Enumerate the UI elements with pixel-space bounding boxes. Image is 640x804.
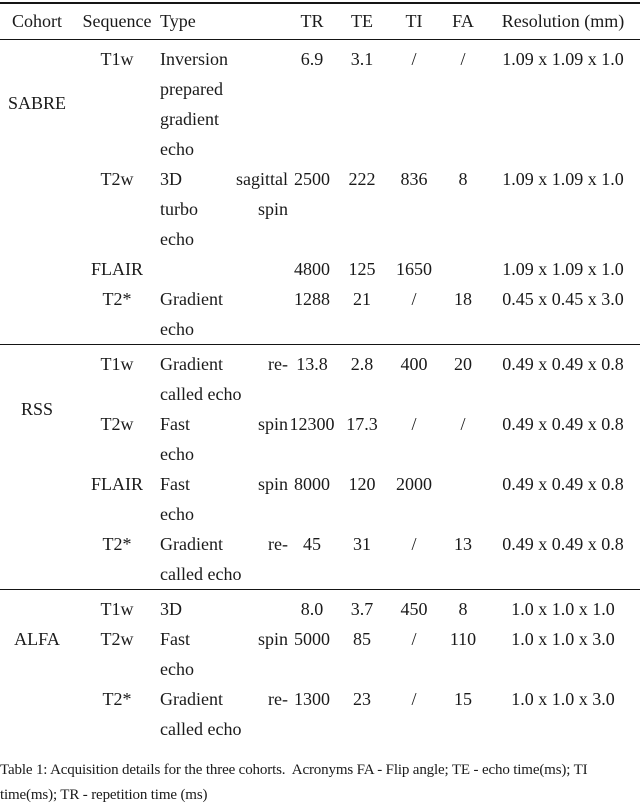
ti-value: / (411, 628, 417, 649)
column-header-fa: FA (452, 10, 474, 31)
tr-value: 4800 (294, 258, 330, 279)
table-row (0, 409, 640, 469)
tr-value: 1300 (294, 688, 330, 709)
resolution-value: 1.0 x 1.0 x 3.0 (511, 688, 615, 709)
type-line: Inversion (160, 48, 228, 69)
type-line: echo (160, 503, 194, 524)
table-header-row (0, 3, 640, 39)
caption-line-1: Table 1: Acquisition details for the three cohorts. Acronyms FA - Flip angle; TE - echo time(ms); TI (0, 761, 588, 778)
te-value: 125 (348, 258, 376, 279)
type-cell (160, 39, 288, 164)
type-line: 3D (160, 598, 182, 619)
tr-value: 12300 (289, 413, 335, 434)
tr-value: 8000 (294, 473, 330, 494)
tr-value: 6.9 (300, 48, 324, 69)
type-cell (160, 624, 288, 684)
sequence-cell: FLAIR (90, 473, 143, 494)
table-row (0, 254, 640, 284)
type-cell (160, 469, 288, 529)
tr-value: 1288 (294, 288, 330, 309)
acquisition-table (0, 2, 640, 744)
type-line: Gradient re- (160, 688, 288, 709)
fa-value: 8 (458, 598, 468, 619)
type-cell (160, 684, 288, 744)
ti-value: 1650 (396, 258, 432, 279)
type-line: 3D sagittal (160, 168, 288, 189)
type-line: called echo (160, 718, 242, 739)
te-value: 222 (348, 168, 376, 189)
fa-value: 15 (454, 688, 472, 709)
resolution-value: 1.09 x 1.09 x 1.0 (502, 168, 624, 189)
resolution-value: 1.0 x 1.0 x 1.0 (511, 598, 615, 619)
resolution-value: 0.49 x 0.49 x 0.8 (502, 533, 624, 554)
type-line: gradient (160, 108, 219, 129)
column-header-ti: TI (405, 10, 423, 31)
resolution-value: 0.45 x 0.45 x 3.0 (502, 288, 624, 309)
sequence-cell: T1w (100, 48, 134, 69)
tr-value: 45 (303, 533, 321, 554)
tr-value: 2500 (294, 168, 330, 189)
ti-value: / (411, 288, 417, 309)
type-line: Gradient re- (160, 353, 288, 374)
fa-value: / (460, 413, 466, 434)
fa-value: 13 (454, 533, 472, 554)
resolution-value: 0.49 x 0.49 x 0.8 (502, 353, 624, 374)
ti-value: 400 (400, 353, 428, 374)
resolution-value: 0.49 x 0.49 x 0.8 (502, 413, 624, 434)
type-cell (160, 409, 288, 469)
sequence-cell: T1w (100, 598, 134, 619)
table-caption (0, 758, 640, 804)
section-rss (0, 344, 640, 589)
fa-value: 20 (454, 353, 472, 374)
ti-value: 2000 (396, 473, 432, 494)
tr-value: 13.8 (296, 353, 328, 374)
type-line: called echo (160, 563, 242, 584)
table-row (0, 344, 640, 409)
type-line: Fast spin (160, 473, 288, 494)
section-alfa (0, 589, 640, 744)
type-line: called echo (160, 383, 242, 404)
fa-value: 18 (454, 288, 472, 309)
te-value: 2.8 (350, 353, 374, 374)
tr-value: 5000 (294, 628, 330, 649)
sequence-cell: T1w (100, 353, 134, 374)
fa-value: 110 (449, 628, 477, 649)
type-cell (160, 529, 288, 590)
te-value: 17.3 (346, 413, 378, 434)
resolution-value: 1.0 x 1.0 x 3.0 (511, 628, 615, 649)
ti-value: / (411, 533, 417, 554)
type-cell (160, 284, 288, 345)
type-line: turbo spin (160, 198, 288, 219)
cohort-label-sabre: SABRE (7, 92, 67, 113)
te-value: 23 (353, 688, 371, 709)
section-sabre (0, 39, 640, 344)
ti-value: 450 (400, 598, 428, 619)
type-line: Fast spin (160, 628, 288, 649)
table-row (0, 529, 640, 590)
table-row (0, 284, 640, 345)
cohort-label-alfa: ALFA (14, 628, 60, 649)
te-value: 3.7 (350, 598, 374, 619)
type-cell (160, 254, 288, 284)
ti-value: / (411, 48, 417, 69)
table-row (0, 164, 640, 254)
sequence-cell: T2w (100, 168, 134, 189)
table-row (0, 39, 640, 164)
column-header-cohort: Cohort (11, 10, 62, 31)
tr-value: 8.0 (300, 598, 324, 619)
fa-value (440, 254, 486, 284)
type-line: echo (160, 658, 194, 679)
type-line: echo (160, 318, 194, 339)
te-value: 120 (348, 473, 376, 494)
type-cell (160, 589, 288, 624)
column-header-tr: TR (300, 10, 324, 31)
te-value: 85 (353, 628, 371, 649)
te-value: 3.1 (350, 48, 374, 69)
ti-value: / (411, 413, 417, 434)
resolution-value: 1.09 x 1.09 x 1.0 (502, 48, 624, 69)
fa-value (440, 469, 486, 529)
caption-line-2: time(ms); TR - repetition time (ms) (0, 786, 208, 803)
type-line: Gradient (160, 288, 223, 309)
type-line: echo (160, 138, 194, 159)
sequence-cell: T2w (100, 413, 134, 434)
type-line: echo (160, 443, 194, 464)
te-value: 21 (353, 288, 371, 309)
fa-value: 8 (458, 168, 468, 189)
fa-value: / (460, 48, 466, 69)
te-value: 31 (353, 533, 371, 554)
column-header-resolution: Resolution (mm) (501, 10, 625, 31)
ti-value: / (411, 688, 417, 709)
type-cell (160, 164, 288, 254)
sequence-cell: FLAIR (90, 258, 143, 279)
sequence-cell: T2* (102, 688, 132, 709)
resolution-value: 0.49 x 0.49 x 0.8 (502, 473, 624, 494)
type-line: Gradient re- (160, 533, 288, 554)
type-line: Fast spin (160, 413, 288, 434)
table-row (0, 469, 640, 529)
column-header-te: TE (351, 10, 373, 31)
column-header-sequence: Sequence (82, 10, 152, 31)
table-row (0, 684, 640, 744)
sequence-cell: T2* (102, 533, 132, 554)
type-line: echo (160, 228, 194, 249)
sequence-cell: T2* (102, 288, 132, 309)
resolution-value: 1.09 x 1.09 x 1.0 (502, 258, 624, 279)
type-line: prepared (160, 78, 223, 99)
ti-value: 836 (400, 168, 428, 189)
table-row (0, 589, 640, 624)
column-header-type: Type (160, 10, 196, 31)
sequence-cell: T2w (100, 628, 134, 649)
table-row (0, 624, 640, 684)
type-cell (160, 344, 288, 409)
cohort-label-rss: RSS (20, 398, 54, 419)
